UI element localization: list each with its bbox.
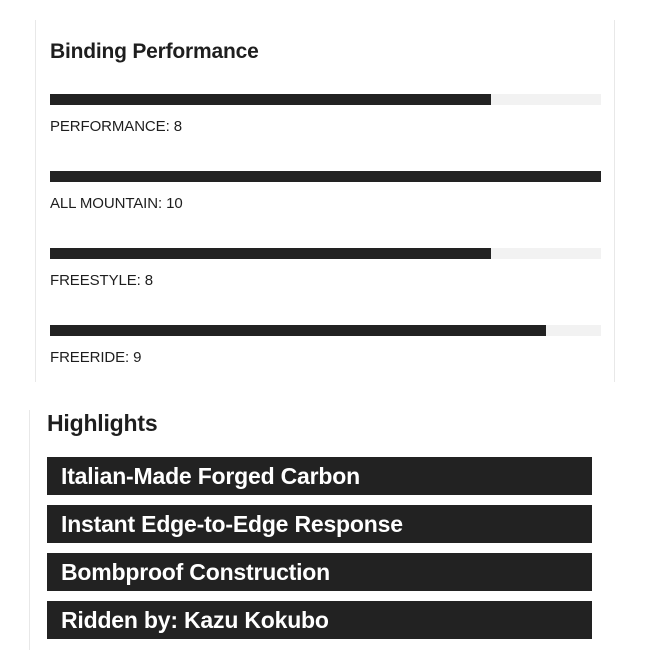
- highlights-section: [29, 410, 599, 650]
- rating-bar-fill: [50, 248, 491, 259]
- highlight-item: Bombproof Construction: [47, 553, 592, 591]
- highlight-item: Italian-Made Forged Carbon: [47, 457, 592, 495]
- highlight-item: Instant Edge-to-Edge Response: [47, 505, 592, 543]
- highlight-item: Ridden by: Kazu Kokubo: [47, 601, 592, 639]
- binding-performance-card: [35, 20, 615, 382]
- rating-bar-fill: [50, 171, 601, 182]
- rating-bar-track: [50, 325, 601, 336]
- rating-bar-track: [50, 171, 601, 182]
- rating-bar-track: [50, 248, 601, 259]
- rating-label: FREESTYLE: 8: [50, 272, 154, 289]
- highlights-title: Highlights: [47, 410, 158, 436]
- rating-bar-track: [50, 94, 601, 105]
- binding-performance-title: Binding Performance: [50, 40, 259, 63]
- rating-bar-fill: [50, 325, 546, 336]
- rating-label: PERFORMANCE: 8: [50, 118, 182, 135]
- rating-label: ALL MOUNTAIN: 10: [50, 195, 183, 212]
- rating-label: FREERIDE: 9: [50, 349, 142, 366]
- rating-bar-fill: [50, 94, 491, 105]
